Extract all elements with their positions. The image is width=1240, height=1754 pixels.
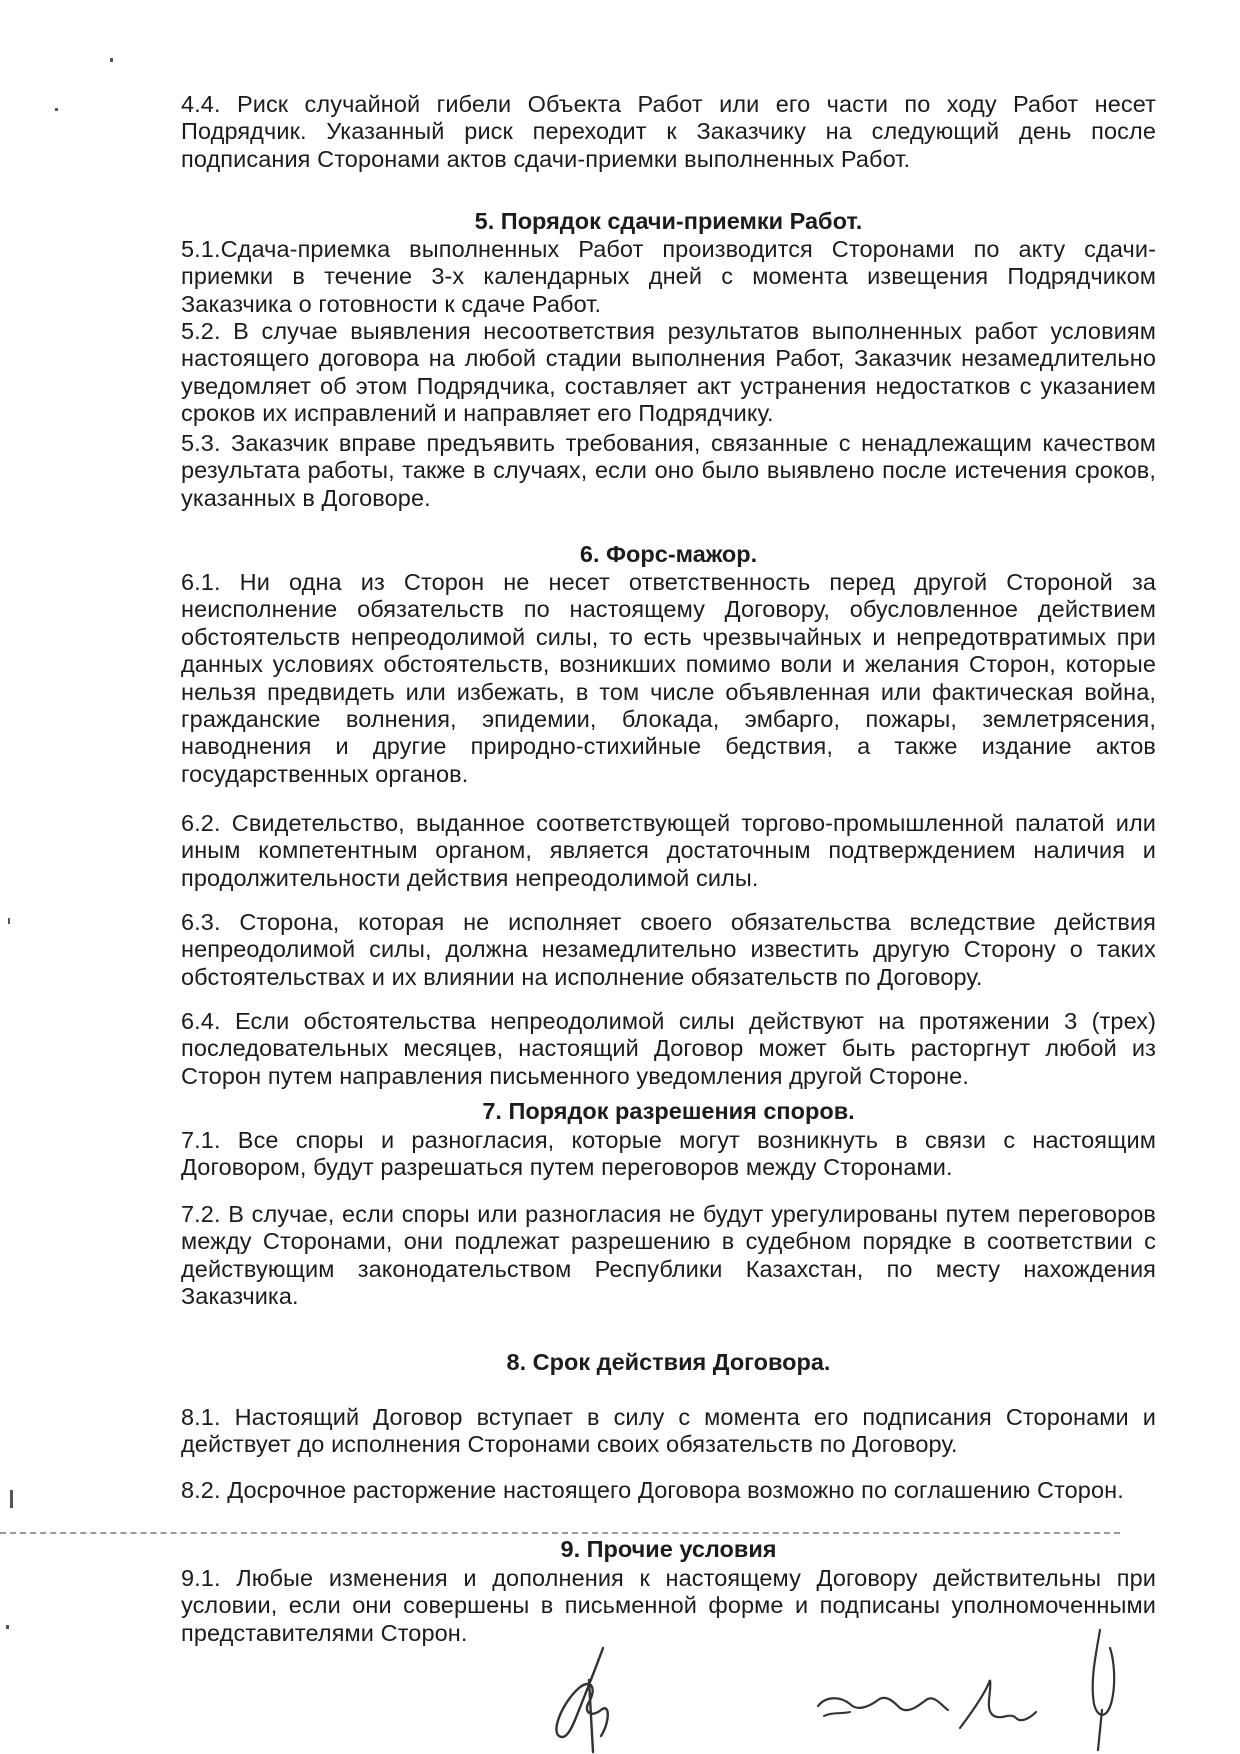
clause-5-1: 5.1.Сдача-приемка выполненных Работ производится Сторонами по акту сдачи-приемки в течение 3-х календарных дней с момента извещения Подрядчиком Заказчика о готовности к сдаче Работ. bbox=[181, 236, 1156, 317]
clause-6-2: 6.2. Свидетельство, выданное соответствующей торгово-промышленной палатой или иным компетентным органом, является достаточным подтверждением наличия и продолжительности действия непреодолимой силы. bbox=[181, 810, 1156, 891]
clause-9-1: 9.1. Любые изменения и дополнения к настоящему Договору действительны при условии, если они совершены в письменной форме и подписаны уполномоченными представителями Сторон. bbox=[181, 1565, 1156, 1646]
clause-7-1: 7.1. Все споры и разногласия, которые могут возникнуть в связи с настоящим Договором, будут разрешаться путем переговоров между Сторонами. bbox=[181, 1127, 1156, 1181]
clause-7-2: 7.2. В случае, если споры или разногласия не будут урегулированы путем переговоров между Сторонами, они подлежат разрешению в судебном порядке в соответствии с действующим законодательством Республики Казахстан, по месту нахождения Заказчика. bbox=[181, 1201, 1156, 1310]
fold-dash-line bbox=[0, 1532, 1120, 1534]
clause-6-1: 6.1. Ни одна из Сторон не несет ответственность перед другой Стороной за неисполнение обязательств по настоящему Договору, обусловленное действием обстоятельств непреодолимой силы, то есть чрезвычайных и непредотвратимых при данных условиях обстоятельств, возникших помимо воли и желания Сторон, которые нельзя предвидеть или избежать, в том числе объявленная или фактическая война, гражданские волнения, эпидемии, блокада, эмбарго, пожары, землетрясения, наводнения и другие природно-стихийные бедствия, а также издание актов государственных органов. bbox=[181, 569, 1156, 787]
signature-right bbox=[810, 1620, 1140, 1754]
clause-8-1: 8.1. Настоящий Договор вступает в силу с момента его подписания Сторонами и действует до исполнения Сторонами своих обязательств по Договору. bbox=[181, 1404, 1156, 1458]
section-7-heading: 7. Порядок разрешения споров. bbox=[482, 1098, 855, 1124]
clause-5-3: 5.3. Заказчик вправе предъявить требования, связанные с ненадлежащим качеством результата работы, также в случаях, если оно было выявлено после истечения сроков, указанных в Договоре. bbox=[181, 430, 1156, 511]
section-8-heading: 8. Срок действия Договора. bbox=[506, 1349, 831, 1375]
clause-6-4: 6.4. Если обстоятельства непреодолимой силы действуют на протяжении 3 (трех) последовательных месяцев, настоящий Договор может быть расторгнут любой из Сторон путем направления письменного уведомления другой Стороне. bbox=[181, 1008, 1156, 1089]
scan-speck bbox=[8, 918, 10, 924]
clause-6-3: 6.3. Сторона, которая не исполняет своего обязательства вследствие действия непреодолимой силы, должна незамедлительно известить другую Сторону о таких обстоятельствах и их влиянии на исполнение обязательств по Договору. bbox=[181, 909, 1156, 990]
signature-left bbox=[545, 1640, 635, 1754]
clause-4-4: 4.4. Риск случайной гибели Объекта Работ или его части по ходу Работ несет Подрядчик. Указанный риск переходит к Заказчику на следующий день после подписания Сторонами актов сдачи-приемки выполненных Работ. bbox=[181, 91, 1156, 172]
scan-speck bbox=[10, 1490, 13, 1508]
clause-8-2: 8.2. Досрочное расторжение настоящего Договора возможно по соглашению Сторон. bbox=[181, 1477, 1124, 1503]
scan-speck bbox=[110, 58, 113, 62]
scan-speck bbox=[6, 1625, 9, 1629]
section-6-heading: 6. Форс-мажор. bbox=[579, 541, 758, 567]
clause-5-2: 5.2. В случае выявления несоответствия результатов выполненных работ условиям настоящего договора на любой стадии выполнения Работ, Заказчик незамедлительно уведомляет об этом Подрядчика, составляет акт устранения недостатков с указанием сроков их исправлений и направляет его Подрядчику. bbox=[181, 318, 1156, 427]
scan-speck bbox=[55, 108, 58, 111]
section-9-heading: 9. Прочие условия bbox=[560, 1536, 777, 1562]
section-5-heading: 5. Порядок сдачи-приемки Работ. bbox=[474, 208, 863, 234]
